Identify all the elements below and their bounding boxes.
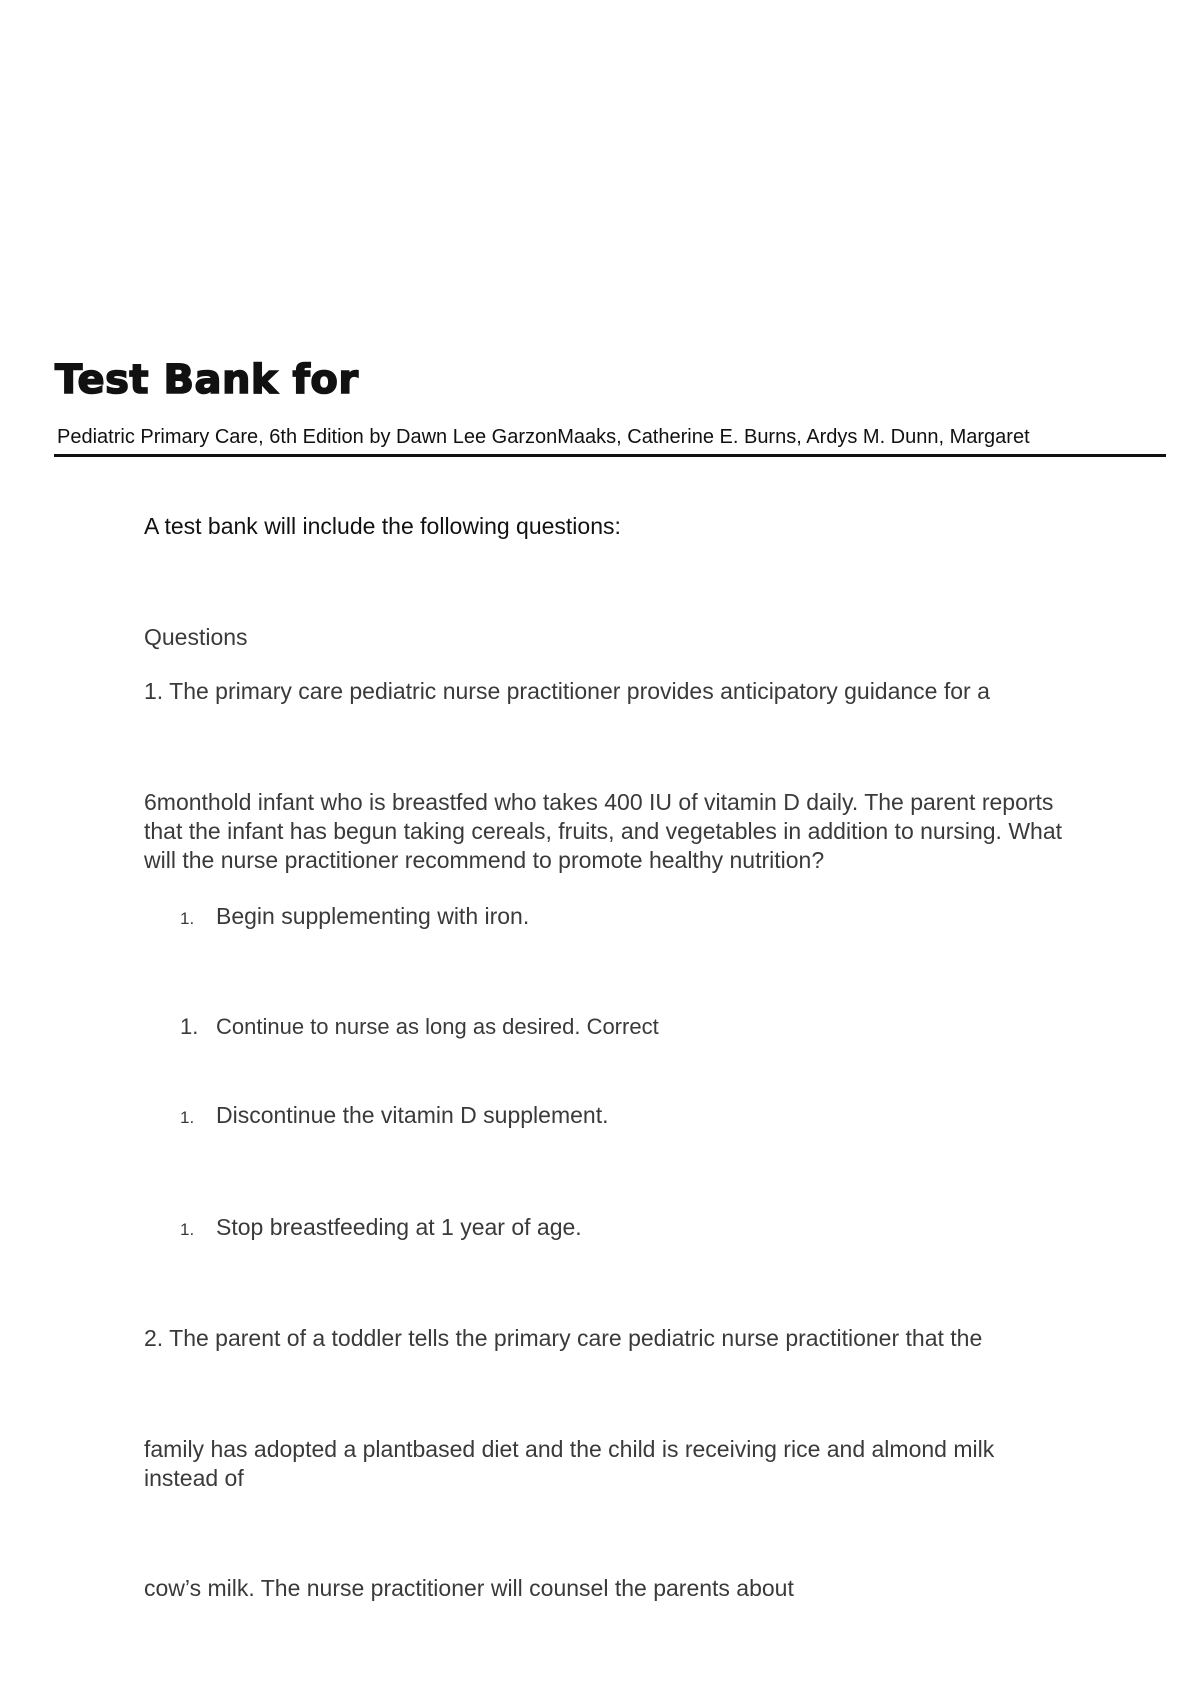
question-1-option-d: [180, 1213, 582, 1244]
option-text: Begin supplementing with iron.: [216, 903, 530, 929]
question-1-stem-line1: 1. The primary care pediatric nurse practitioner provides anticipatory guidance for a: [144, 678, 990, 704]
header-divider: [54, 454, 1166, 457]
book-subtitle: Pediatric Primary Care, 6th Edition by Dawn Lee GarzonMaaks, Catherine E. Burns, Ardys M. Dunn, Margaret: [57, 426, 1030, 448]
option-number: 1.: [180, 1220, 195, 1239]
question-1-option-c: [180, 1101, 608, 1132]
question-1-option-b: [180, 1012, 659, 1041]
option-number: 1.: [180, 1108, 195, 1127]
option-number: 1.: [180, 909, 195, 928]
question-1-stem-continued: 6monthold infant who is breastfed who takes 400 IU of vitamin D daily. The parent reports that the infant has begun taking cereals, fruits, and vegetables in addition to nursing. What will the nurse practitioner recommend to promote healthy nutrition?: [144, 789, 1063, 873]
question-1-option-a: [180, 902, 529, 933]
option-text: Continue to nurse as long as desired. Correct: [216, 1014, 659, 1039]
option-text: Stop breastfeeding at 1 year of age.: [216, 1214, 582, 1240]
questions-heading: Questions: [144, 624, 248, 650]
option-number: 1.: [180, 1014, 199, 1039]
option-text: Discontinue the vitamin D supplement.: [216, 1102, 609, 1128]
document-title: Test Bank for: [55, 357, 359, 403]
intro-text: A test bank will include the following questions:: [144, 513, 621, 539]
question-2-stem-line3: cow’s milk. The nurse practitioner will counsel the parents about: [144, 1575, 794, 1601]
question-2-stem-line1: 2. The parent of a toddler tells the primary care pediatric nurse practitioner that the: [144, 1325, 983, 1351]
question-2-stem-line2: family has adopted a plantbased diet and the child is receiving rice and almond milk instead of: [144, 1436, 995, 1491]
